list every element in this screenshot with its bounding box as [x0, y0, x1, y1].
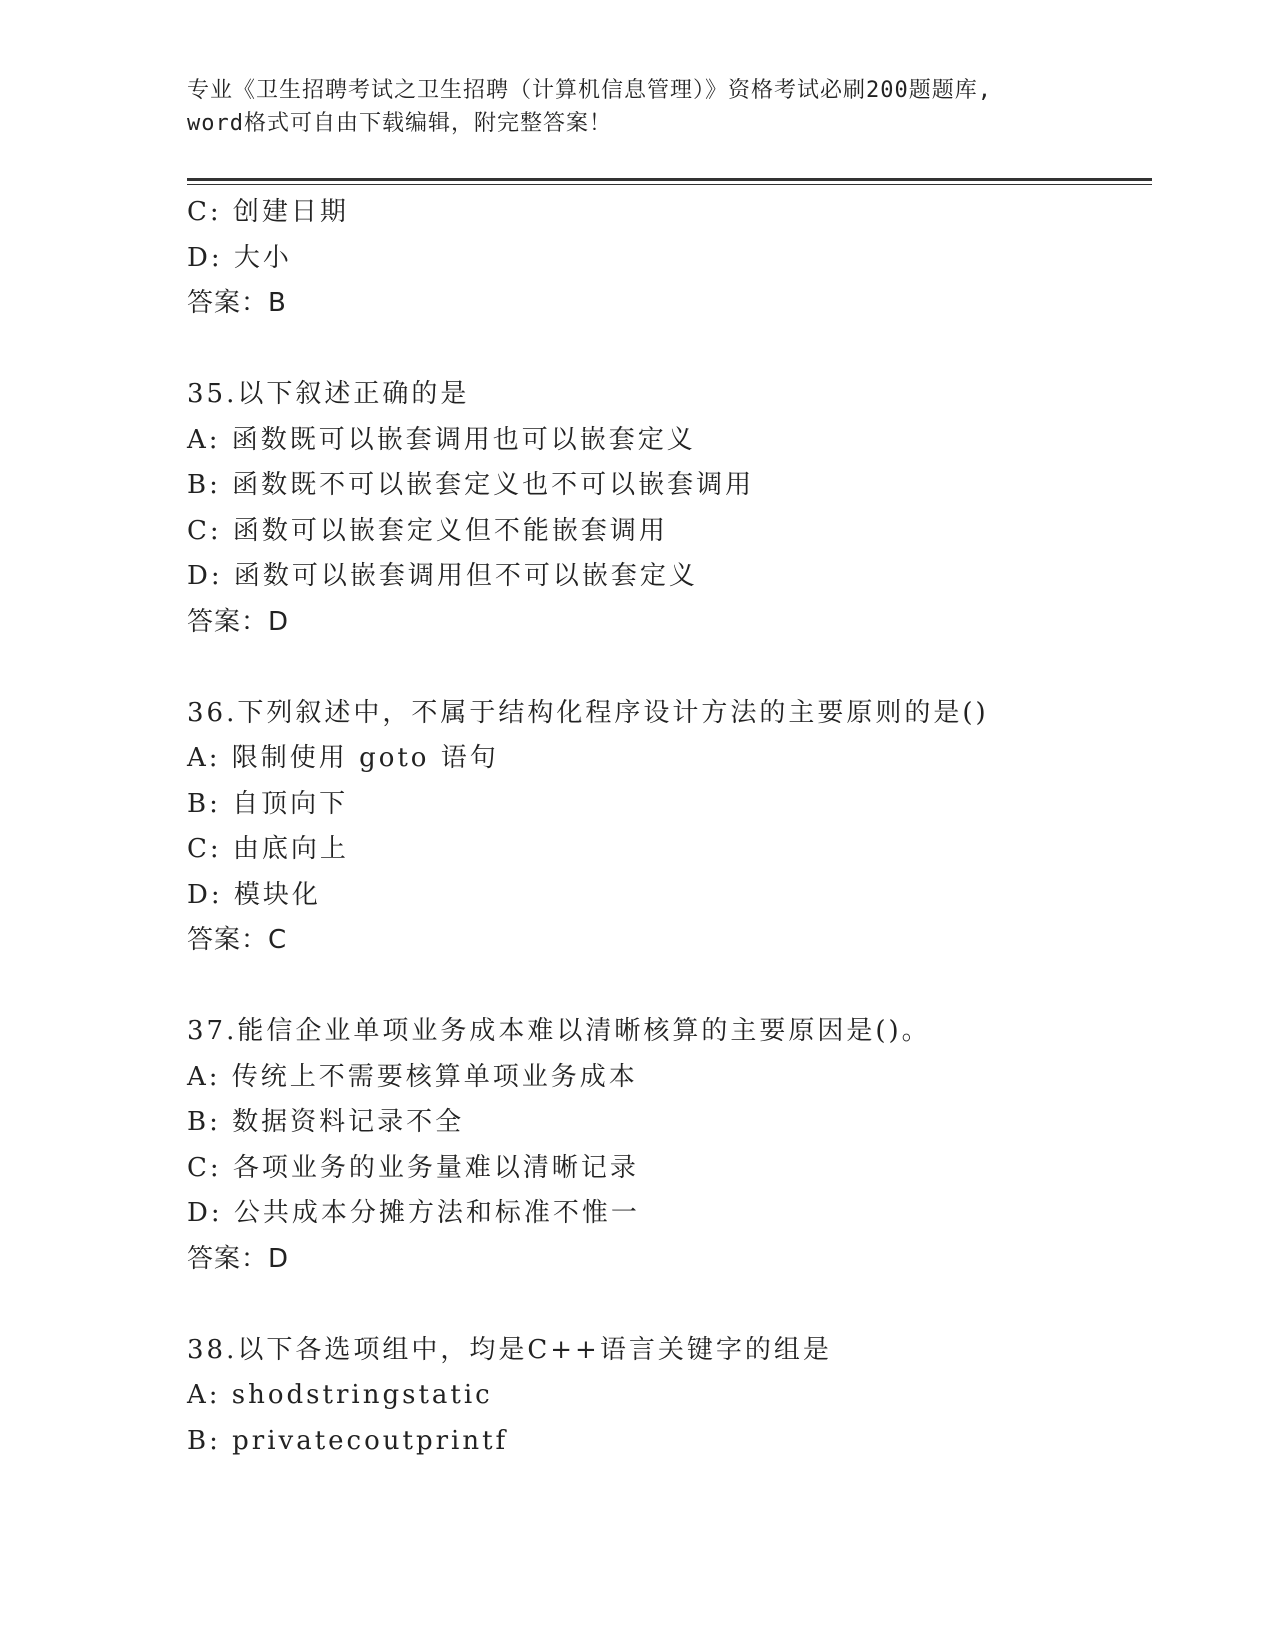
question-text: 35.以下叙述正确的是	[187, 379, 470, 409]
question-text: 36.下列叙述中，不属于结构化程序设计方法的主要原则的是()	[187, 697, 989, 728]
option-a: A: 限制使用 goto 语句	[187, 743, 499, 773]
option-a: A: 传统上不需要核算单项业务成本	[187, 1061, 638, 1092]
question-block-35	[187, 372, 1147, 645]
spacer	[187, 964, 1147, 1010]
spacer	[187, 1282, 1147, 1328]
option-c: C: 各项业务的业务量难以清晰记录	[187, 1152, 639, 1183]
option-d: D: 公共成本分摊方法和标准不惟一	[187, 1198, 640, 1228]
option-a: A: shodstringstatic	[187, 1380, 493, 1410]
question-block-37	[187, 1009, 1147, 1282]
question-block-36	[187, 691, 1147, 964]
header-divider-thin	[187, 184, 1152, 185]
spacer	[187, 327, 1147, 373]
header-divider-thick	[187, 178, 1152, 181]
option-b: B: 函数既不可以嵌套定义也不可以嵌套调用	[187, 470, 755, 500]
document-header	[187, 74, 1107, 140]
question-block-previous	[187, 190, 1147, 327]
answer-line: 答案：C	[187, 925, 288, 955]
option-a: A: 函数既可以嵌套调用也可以嵌套定义	[187, 424, 696, 455]
answer-line: 答案：B	[187, 288, 287, 318]
option-c: C: 由底向上	[187, 834, 349, 864]
option-d: D: 大小	[187, 242, 292, 273]
option-d: D: 模块化	[187, 879, 321, 910]
spacer	[187, 645, 1147, 691]
answer-line: 答案：D	[187, 606, 290, 637]
option-c: C: 函数可以嵌套定义但不能嵌套调用	[187, 515, 668, 546]
header-title-line-1: 专业《卫生招聘考试之卫生招聘（计算机信息管理）》资格考试必刷200题题库,	[187, 78, 992, 103]
option-b: B: 自顶向下	[187, 788, 349, 819]
question-block-38	[187, 1328, 1147, 1465]
question-list	[187, 190, 1147, 1464]
header-title-line-2: word格式可自由下载编辑，附完整答案！	[187, 111, 612, 136]
option-b: B: privatecoutprintf	[187, 1425, 509, 1456]
question-text: 38.以下各选项组中，均是C++语言关键字的组是	[187, 1334, 832, 1365]
option-c: C: 创建日期	[187, 197, 349, 227]
option-b: B: 数据资料记录不全	[187, 1107, 465, 1137]
answer-line: 答案：D	[187, 1243, 290, 1274]
question-text: 37.能信企业单项业务成本难以清晰核算的主要原因是()。	[187, 1016, 931, 1046]
option-d: D: 函数可以嵌套调用但不可以嵌套定义	[187, 561, 698, 591]
